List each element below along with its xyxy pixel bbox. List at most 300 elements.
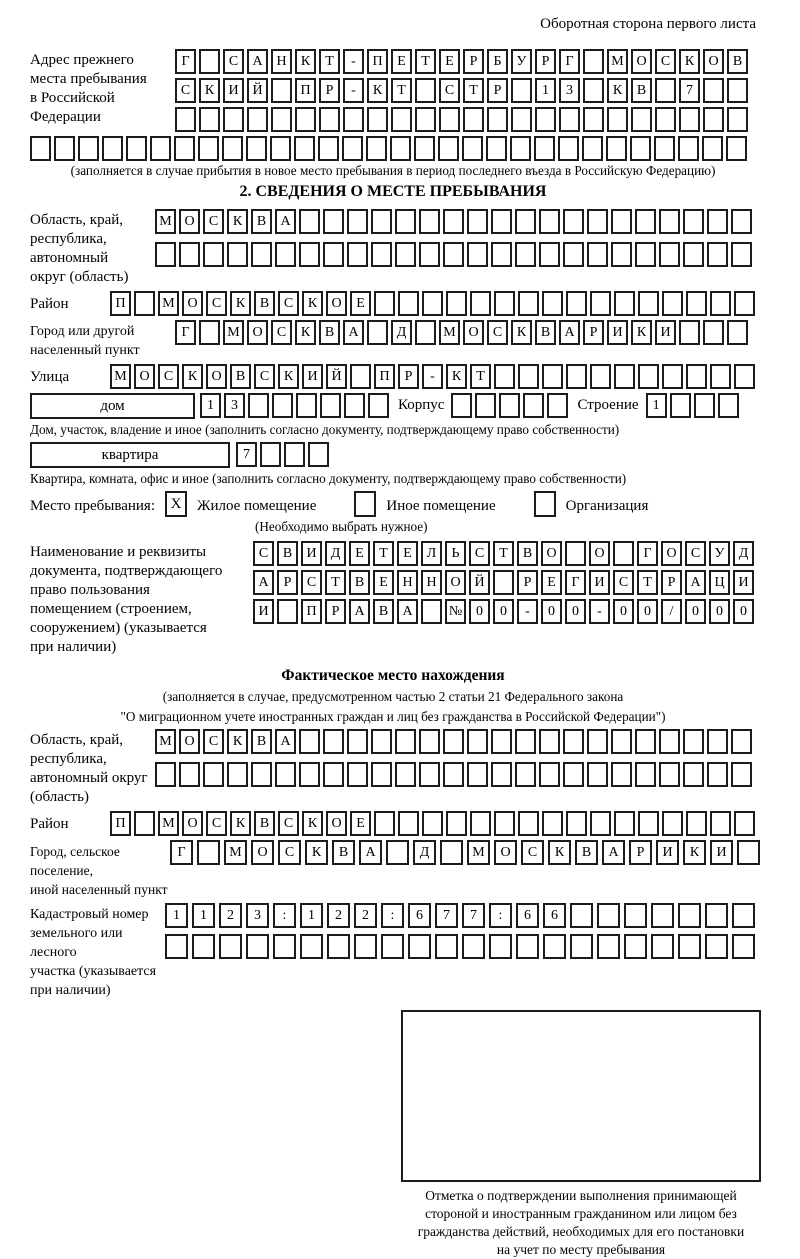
char-box[interactable] xyxy=(175,107,196,132)
char-box[interactable]: : xyxy=(273,903,296,928)
char-box[interactable]: Р xyxy=(277,570,298,595)
char-box[interactable] xyxy=(679,107,700,132)
char-box[interactable] xyxy=(174,136,195,161)
char-box[interactable]: О xyxy=(589,541,610,566)
char-box[interactable]: 1 xyxy=(200,393,221,418)
char-box[interactable]: : xyxy=(381,903,404,928)
char-box[interactable] xyxy=(419,209,440,234)
char-box[interactable]: О xyxy=(179,209,200,234)
char-box[interactable]: С xyxy=(521,840,544,865)
char-box[interactable]: В xyxy=(254,811,275,836)
char-box[interactable]: Е xyxy=(541,570,562,595)
char-box[interactable] xyxy=(678,934,701,959)
char-box[interactable] xyxy=(707,242,728,267)
char-box[interactable] xyxy=(271,107,292,132)
char-box[interactable] xyxy=(686,364,707,389)
char-box[interactable]: Й xyxy=(247,78,268,103)
char-box[interactable] xyxy=(515,729,536,754)
char-box[interactable]: М xyxy=(439,320,460,345)
char-box[interactable]: К xyxy=(227,209,248,234)
char-box[interactable] xyxy=(419,729,440,754)
char-box[interactable] xyxy=(368,393,389,418)
char-box[interactable]: М xyxy=(158,291,179,316)
char-box[interactable] xyxy=(323,242,344,267)
char-box[interactable] xyxy=(415,107,436,132)
char-box[interactable]: Р xyxy=(629,840,652,865)
char-box[interactable]: О xyxy=(703,49,724,74)
char-box[interactable]: Т xyxy=(470,364,491,389)
char-box[interactable]: И xyxy=(656,840,679,865)
char-box[interactable] xyxy=(624,934,647,959)
char-box[interactable] xyxy=(443,209,464,234)
char-box[interactable] xyxy=(367,320,388,345)
char-box[interactable]: Г xyxy=(559,49,580,74)
char-box[interactable] xyxy=(395,762,416,787)
char-box[interactable] xyxy=(489,934,512,959)
char-box[interactable] xyxy=(734,811,755,836)
char-box[interactable]: В xyxy=(230,364,251,389)
char-box[interactable]: М xyxy=(158,811,179,836)
char-box[interactable] xyxy=(539,762,560,787)
char-box[interactable] xyxy=(300,934,323,959)
char-box[interactable]: - xyxy=(343,78,364,103)
char-box[interactable] xyxy=(227,242,248,267)
char-box[interactable]: 1 xyxy=(535,78,556,103)
char-box[interactable]: Н xyxy=(421,570,442,595)
char-box[interactable] xyxy=(463,107,484,132)
char-box[interactable]: К xyxy=(230,811,251,836)
char-box[interactable] xyxy=(547,393,568,418)
char-box[interactable]: 1 xyxy=(300,903,323,928)
char-box[interactable] xyxy=(165,934,188,959)
char-box[interactable]: А xyxy=(359,840,382,865)
char-box[interactable] xyxy=(655,78,676,103)
char-box[interactable] xyxy=(395,209,416,234)
char-box[interactable]: М xyxy=(607,49,628,74)
char-box[interactable]: О xyxy=(182,291,203,316)
char-box[interactable]: Г xyxy=(637,541,658,566)
char-box[interactable] xyxy=(583,49,604,74)
char-box[interactable]: К xyxy=(305,840,328,865)
char-box[interactable]: 0 xyxy=(685,599,706,624)
checkbox-other-premises[interactable] xyxy=(354,491,376,517)
char-box[interactable] xyxy=(273,934,296,959)
char-box[interactable] xyxy=(707,209,728,234)
char-box[interactable] xyxy=(203,762,224,787)
char-box[interactable] xyxy=(651,903,674,928)
char-box[interactable] xyxy=(491,209,512,234)
char-box[interactable]: Т xyxy=(319,49,340,74)
char-box[interactable] xyxy=(710,811,731,836)
char-box[interactable] xyxy=(731,209,752,234)
char-box[interactable] xyxy=(566,811,587,836)
char-box[interactable] xyxy=(260,442,281,467)
char-box[interactable] xyxy=(587,242,608,267)
char-box[interactable] xyxy=(707,729,728,754)
char-box[interactable] xyxy=(443,729,464,754)
char-box[interactable]: Г xyxy=(170,840,193,865)
char-box[interactable]: О xyxy=(326,291,347,316)
char-box[interactable]: Р xyxy=(661,570,682,595)
char-box[interactable]: Е xyxy=(349,541,370,566)
char-box[interactable] xyxy=(422,291,443,316)
char-box[interactable]: 7 xyxy=(435,903,458,928)
char-box[interactable] xyxy=(611,729,632,754)
char-box[interactable]: Д xyxy=(413,840,436,865)
char-box[interactable] xyxy=(475,393,496,418)
char-box[interactable]: К xyxy=(278,364,299,389)
char-box[interactable]: С xyxy=(203,729,224,754)
char-box[interactable]: И xyxy=(301,541,322,566)
char-box[interactable] xyxy=(494,811,515,836)
checkbox-organization[interactable] xyxy=(534,491,556,517)
char-box[interactable]: А xyxy=(275,209,296,234)
char-box[interactable] xyxy=(443,762,464,787)
char-box[interactable]: Г xyxy=(175,49,196,74)
char-box[interactable] xyxy=(494,364,515,389)
char-box[interactable] xyxy=(467,729,488,754)
char-box[interactable] xyxy=(542,291,563,316)
char-box[interactable]: 2 xyxy=(354,903,377,928)
char-box[interactable] xyxy=(354,934,377,959)
char-box[interactable] xyxy=(491,729,512,754)
char-box[interactable] xyxy=(342,136,363,161)
char-box[interactable] xyxy=(635,209,656,234)
char-box[interactable]: Д xyxy=(325,541,346,566)
char-box[interactable] xyxy=(275,762,296,787)
char-box[interactable]: П xyxy=(374,364,395,389)
char-box[interactable] xyxy=(439,107,460,132)
char-box[interactable] xyxy=(515,209,536,234)
char-box[interactable]: Д xyxy=(733,541,754,566)
char-box[interactable]: И xyxy=(710,840,733,865)
char-box[interactable] xyxy=(398,811,419,836)
char-box[interactable]: П xyxy=(301,599,322,624)
char-box[interactable] xyxy=(707,762,728,787)
char-box[interactable] xyxy=(271,78,292,103)
char-box[interactable] xyxy=(727,107,748,132)
char-box[interactable] xyxy=(192,934,215,959)
char-box[interactable] xyxy=(440,840,463,865)
char-box[interactable] xyxy=(542,811,563,836)
char-box[interactable]: Й xyxy=(326,364,347,389)
char-box[interactable]: М xyxy=(155,209,176,234)
char-box[interactable]: М xyxy=(224,840,247,865)
char-box[interactable]: В xyxy=(332,840,355,865)
char-box[interactable] xyxy=(563,209,584,234)
char-box[interactable] xyxy=(419,762,440,787)
char-box[interactable]: С xyxy=(301,570,322,595)
char-box[interactable] xyxy=(565,541,586,566)
char-box[interactable] xyxy=(624,903,647,928)
char-box[interactable]: 6 xyxy=(516,903,539,928)
char-box[interactable]: П xyxy=(110,811,131,836)
char-box[interactable]: О xyxy=(326,811,347,836)
char-box[interactable]: К xyxy=(679,49,700,74)
char-box[interactable] xyxy=(390,136,411,161)
char-box[interactable] xyxy=(727,78,748,103)
char-box[interactable] xyxy=(630,136,651,161)
char-box[interactable]: С xyxy=(655,49,676,74)
char-box[interactable]: К xyxy=(511,320,532,345)
char-box[interactable]: О xyxy=(541,541,562,566)
char-box[interactable]: 0 xyxy=(733,599,754,624)
char-box[interactable]: К xyxy=(607,78,628,103)
char-box[interactable] xyxy=(597,903,620,928)
char-box[interactable] xyxy=(347,242,368,267)
char-box[interactable]: 0 xyxy=(637,599,658,624)
char-box[interactable] xyxy=(251,762,272,787)
char-box[interactable] xyxy=(587,209,608,234)
char-box[interactable] xyxy=(134,811,155,836)
char-box[interactable] xyxy=(179,762,200,787)
char-box[interactable] xyxy=(374,811,395,836)
char-box[interactable] xyxy=(670,393,691,418)
char-box[interactable]: И xyxy=(589,570,610,595)
char-box[interactable] xyxy=(583,78,604,103)
char-box[interactable]: К xyxy=(295,49,316,74)
char-box[interactable] xyxy=(227,762,248,787)
char-box[interactable]: И xyxy=(223,78,244,103)
char-box[interactable] xyxy=(446,811,467,836)
char-box[interactable] xyxy=(179,242,200,267)
char-box[interactable]: С xyxy=(469,541,490,566)
char-box[interactable]: К xyxy=(199,78,220,103)
char-box[interactable]: И xyxy=(655,320,676,345)
char-box[interactable]: К xyxy=(227,729,248,754)
char-box[interactable]: 6 xyxy=(543,903,566,928)
char-box[interactable] xyxy=(462,136,483,161)
char-box[interactable] xyxy=(493,570,514,595)
char-box[interactable] xyxy=(611,209,632,234)
char-box[interactable] xyxy=(705,903,728,928)
char-box[interactable] xyxy=(462,934,485,959)
char-box[interactable]: Т xyxy=(637,570,658,595)
char-box[interactable]: М xyxy=(155,729,176,754)
char-box[interactable]: С xyxy=(278,291,299,316)
char-box[interactable]: В xyxy=(277,541,298,566)
char-box[interactable] xyxy=(651,934,674,959)
char-box[interactable] xyxy=(694,393,715,418)
char-box[interactable]: А xyxy=(275,729,296,754)
char-box[interactable]: О xyxy=(179,729,200,754)
char-box[interactable]: И xyxy=(253,599,274,624)
char-box[interactable]: В xyxy=(349,570,370,595)
char-box[interactable]: 1 xyxy=(192,903,215,928)
char-box[interactable]: Т xyxy=(373,541,394,566)
char-box[interactable]: К xyxy=(295,320,316,345)
char-box[interactable] xyxy=(295,107,316,132)
char-box[interactable]: Р xyxy=(398,364,419,389)
char-box[interactable] xyxy=(371,242,392,267)
char-box[interactable] xyxy=(248,393,269,418)
char-box[interactable]: Р xyxy=(517,570,538,595)
char-box[interactable]: С xyxy=(203,209,224,234)
char-box[interactable] xyxy=(155,762,176,787)
checkbox-residential[interactable]: X xyxy=(165,491,187,517)
char-box[interactable] xyxy=(587,729,608,754)
char-box[interactable] xyxy=(535,107,556,132)
char-box[interactable] xyxy=(638,811,659,836)
char-box[interactable] xyxy=(294,136,315,161)
char-box[interactable]: С xyxy=(158,364,179,389)
char-box[interactable] xyxy=(705,934,728,959)
char-box[interactable] xyxy=(559,107,580,132)
char-box[interactable] xyxy=(415,78,436,103)
char-box[interactable] xyxy=(659,729,680,754)
char-box[interactable] xyxy=(102,136,123,161)
char-box[interactable]: М xyxy=(110,364,131,389)
char-box[interactable]: С xyxy=(175,78,196,103)
char-box[interactable] xyxy=(655,107,676,132)
char-box[interactable] xyxy=(499,393,520,418)
char-box[interactable] xyxy=(270,136,291,161)
char-box[interactable] xyxy=(542,364,563,389)
char-box[interactable] xyxy=(515,242,536,267)
char-box[interactable] xyxy=(395,729,416,754)
char-box[interactable] xyxy=(635,729,656,754)
char-box[interactable]: Г xyxy=(565,570,586,595)
char-box[interactable]: Р xyxy=(487,78,508,103)
char-box[interactable] xyxy=(539,242,560,267)
char-box[interactable]: А xyxy=(253,570,274,595)
char-box[interactable] xyxy=(198,136,219,161)
char-box[interactable]: О xyxy=(247,320,268,345)
char-box[interactable] xyxy=(422,811,443,836)
char-box[interactable] xyxy=(734,364,755,389)
char-box[interactable]: А xyxy=(343,320,364,345)
char-box[interactable] xyxy=(710,291,731,316)
char-box[interactable] xyxy=(611,762,632,787)
char-box[interactable] xyxy=(323,762,344,787)
char-box[interactable] xyxy=(563,729,584,754)
char-box[interactable] xyxy=(30,136,51,161)
char-box[interactable] xyxy=(367,107,388,132)
char-box[interactable] xyxy=(199,49,220,74)
char-box[interactable]: 7 xyxy=(679,78,700,103)
char-box[interactable]: Н xyxy=(397,570,418,595)
char-box[interactable]: В xyxy=(727,49,748,74)
char-box[interactable]: В xyxy=(373,599,394,624)
char-box[interactable]: С xyxy=(223,49,244,74)
char-box[interactable] xyxy=(150,136,171,161)
char-box[interactable] xyxy=(614,811,635,836)
char-box[interactable] xyxy=(246,934,269,959)
char-box[interactable] xyxy=(219,934,242,959)
char-box[interactable] xyxy=(323,729,344,754)
char-box[interactable] xyxy=(662,291,683,316)
char-box[interactable]: С xyxy=(206,291,227,316)
char-box[interactable]: 3 xyxy=(246,903,269,928)
char-box[interactable]: А xyxy=(397,599,418,624)
char-box[interactable] xyxy=(611,242,632,267)
char-box[interactable]: М xyxy=(467,840,490,865)
char-box[interactable] xyxy=(277,599,298,624)
char-box[interactable] xyxy=(491,242,512,267)
char-box[interactable] xyxy=(299,242,320,267)
char-box[interactable]: У xyxy=(709,541,730,566)
char-box[interactable] xyxy=(443,242,464,267)
char-box[interactable] xyxy=(563,762,584,787)
char-box[interactable]: Ь xyxy=(445,541,466,566)
char-box[interactable]: С xyxy=(439,78,460,103)
char-box[interactable]: К xyxy=(548,840,571,865)
char-box[interactable]: 7 xyxy=(236,442,257,467)
char-box[interactable] xyxy=(686,811,707,836)
char-box[interactable] xyxy=(381,934,404,959)
char-box[interactable]: А xyxy=(559,320,580,345)
char-box[interactable] xyxy=(679,320,700,345)
char-box[interactable] xyxy=(703,320,724,345)
char-box[interactable]: В xyxy=(575,840,598,865)
char-box[interactable] xyxy=(590,364,611,389)
char-box[interactable] xyxy=(470,291,491,316)
char-box[interactable]: С xyxy=(253,541,274,566)
char-box[interactable] xyxy=(366,136,387,161)
char-box[interactable] xyxy=(683,762,704,787)
char-box[interactable] xyxy=(470,811,491,836)
char-box[interactable] xyxy=(491,762,512,787)
char-box[interactable]: Ц xyxy=(709,570,730,595)
char-box[interactable] xyxy=(414,136,435,161)
char-box[interactable]: К xyxy=(631,320,652,345)
char-box[interactable]: А xyxy=(349,599,370,624)
char-box[interactable]: Е xyxy=(439,49,460,74)
char-box[interactable] xyxy=(659,242,680,267)
char-box[interactable] xyxy=(511,107,532,132)
char-box[interactable]: 1 xyxy=(165,903,188,928)
char-box[interactable] xyxy=(731,242,752,267)
char-box[interactable] xyxy=(408,934,431,959)
char-box[interactable] xyxy=(606,136,627,161)
char-box[interactable] xyxy=(371,762,392,787)
char-box[interactable] xyxy=(515,762,536,787)
char-box[interactable] xyxy=(683,729,704,754)
char-box[interactable] xyxy=(435,934,458,959)
char-box[interactable] xyxy=(614,364,635,389)
char-box[interactable] xyxy=(371,209,392,234)
char-box[interactable] xyxy=(590,291,611,316)
char-box[interactable]: К xyxy=(182,364,203,389)
char-box[interactable]: - xyxy=(517,599,538,624)
char-box[interactable] xyxy=(347,762,368,787)
char-box[interactable]: 0 xyxy=(541,599,562,624)
char-box[interactable]: Л xyxy=(421,541,442,566)
char-box[interactable]: Е xyxy=(397,541,418,566)
char-box[interactable] xyxy=(732,903,755,928)
char-box[interactable] xyxy=(327,934,350,959)
char-box[interactable] xyxy=(683,242,704,267)
char-box[interactable] xyxy=(732,934,755,959)
char-box[interactable] xyxy=(702,136,723,161)
char-box[interactable]: А xyxy=(247,49,268,74)
char-box[interactable]: М xyxy=(223,320,244,345)
char-box[interactable]: - xyxy=(589,599,610,624)
char-box[interactable] xyxy=(421,599,442,624)
char-box[interactable] xyxy=(734,291,755,316)
char-box[interactable] xyxy=(344,393,365,418)
char-box[interactable]: Р xyxy=(463,49,484,74)
char-box[interactable]: И xyxy=(302,364,323,389)
char-box[interactable]: О xyxy=(445,570,466,595)
char-box[interactable] xyxy=(223,107,244,132)
char-box[interactable] xyxy=(659,762,680,787)
char-box[interactable] xyxy=(590,811,611,836)
char-box[interactable]: С xyxy=(278,840,301,865)
char-box[interactable]: О xyxy=(251,840,274,865)
char-box[interactable] xyxy=(726,136,747,161)
char-box[interactable]: Е xyxy=(391,49,412,74)
